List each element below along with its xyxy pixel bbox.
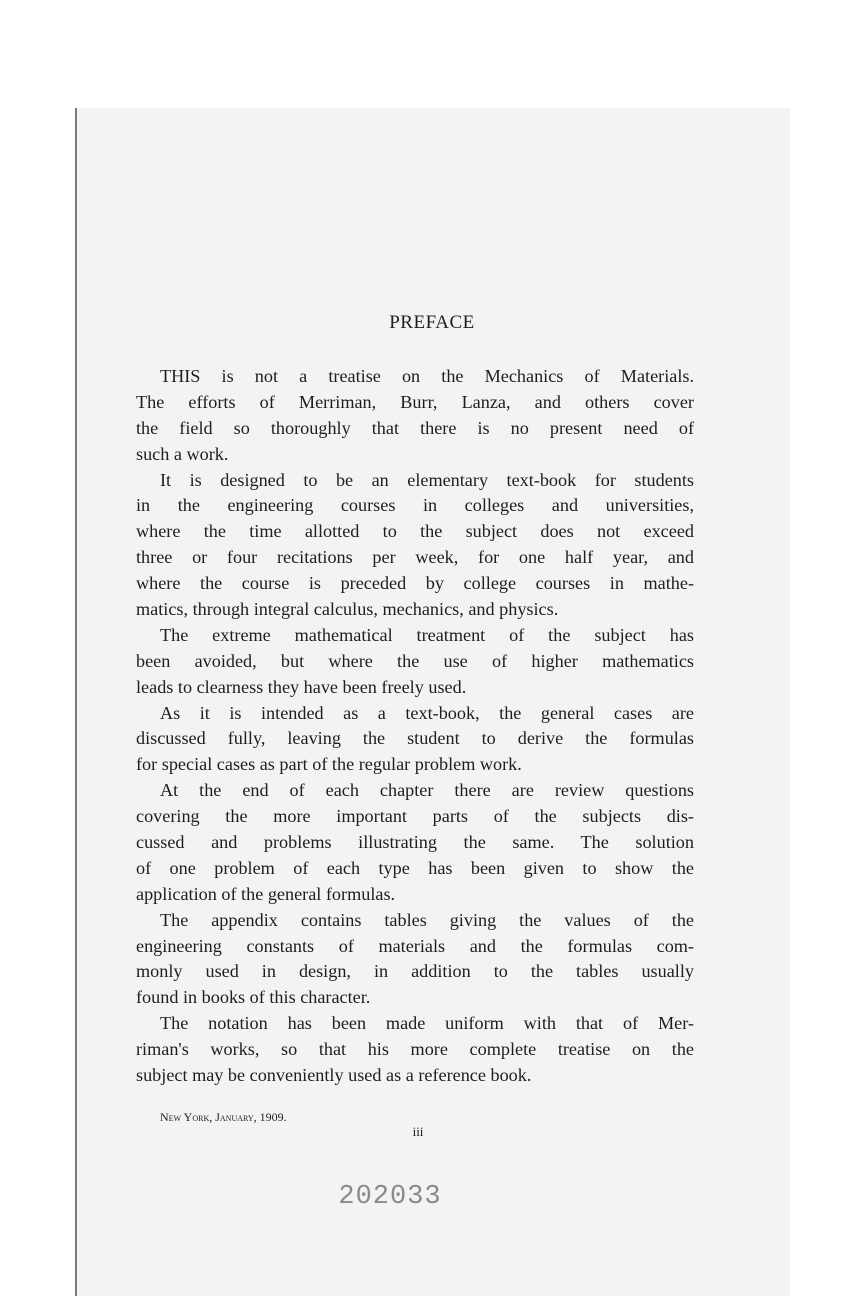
page-number: iii	[412, 1124, 424, 1139]
text-line: The appendix contains tables giving the values of the	[160, 909, 694, 930]
text-line: monly used in design, in addition to the tables usually	[136, 961, 694, 982]
text-line: cussed and problems illustrating the same. The solution	[136, 832, 694, 853]
page-edge	[75, 108, 77, 1296]
text-line: where the course is preceded by college courses in mathe-	[136, 573, 694, 594]
text-line: been avoided, but where the use of higher mathematics	[136, 650, 694, 671]
text-line: the field so thoroughly that there is no present need of	[136, 417, 694, 438]
text-line: riman's works, so that his more complete treatise on the	[136, 1039, 694, 1060]
text-line: As it is intended as a text-book, the general cases are	[160, 702, 694, 723]
text-line: The extreme mathematical treatment of the subject has	[160, 624, 694, 645]
text-line: engineering constants of materials and the formulas com-	[136, 935, 694, 956]
text-line: It is designed to be an elementary text-book for students	[160, 469, 694, 490]
preface-body	[136, 364, 694, 1089]
text-line: of one problem of each type has been given to show the	[136, 857, 694, 878]
paragraph	[136, 908, 694, 1012]
paragraph	[136, 364, 694, 468]
text-line: THIS is not a treatise on the Mechanics of Materials.	[160, 366, 694, 386]
text-line: matics, through integral calculus, mechanics, and physics.	[136, 599, 559, 620]
text-line: such a work.	[136, 443, 229, 464]
library-stamp-number: 202033	[338, 1182, 442, 1212]
text-line: found in books of this character.	[136, 987, 371, 1008]
signature-line: New York, January, 1909.	[160, 1110, 287, 1124]
text-line: The efforts of Merriman, Burr, Lanza, and others cover	[136, 391, 694, 412]
text-line: The notation has been made uniform with that of Mer-	[160, 1013, 694, 1034]
paragraph	[136, 1011, 694, 1089]
paragraph	[136, 701, 694, 779]
text-line: for special cases as part of the regular problem work.	[136, 754, 522, 775]
text-line: leads to clearness they have been freely used.	[136, 676, 467, 697]
paragraph	[136, 623, 694, 701]
text-line: where the time allotted to the subject does not exceed	[136, 521, 694, 542]
text-line: covering the more important parts of the subjects dis-	[136, 806, 694, 827]
text-line: application of the general formulas.	[136, 883, 396, 904]
text-line: subject may be conveniently used as a reference book.	[136, 1065, 532, 1086]
text-line: At the end of each chapter there are review questions	[160, 780, 694, 801]
paragraph	[136, 778, 694, 907]
text-line: discussed fully, leaving the student to derive the formulas	[136, 728, 694, 749]
text-line: three or four recitations per week, for one half year, and	[136, 547, 694, 568]
text-line: in the engineering courses in colleges and universities,	[136, 495, 694, 516]
paragraph	[136, 468, 694, 623]
page-title: PREFACE	[389, 312, 475, 333]
